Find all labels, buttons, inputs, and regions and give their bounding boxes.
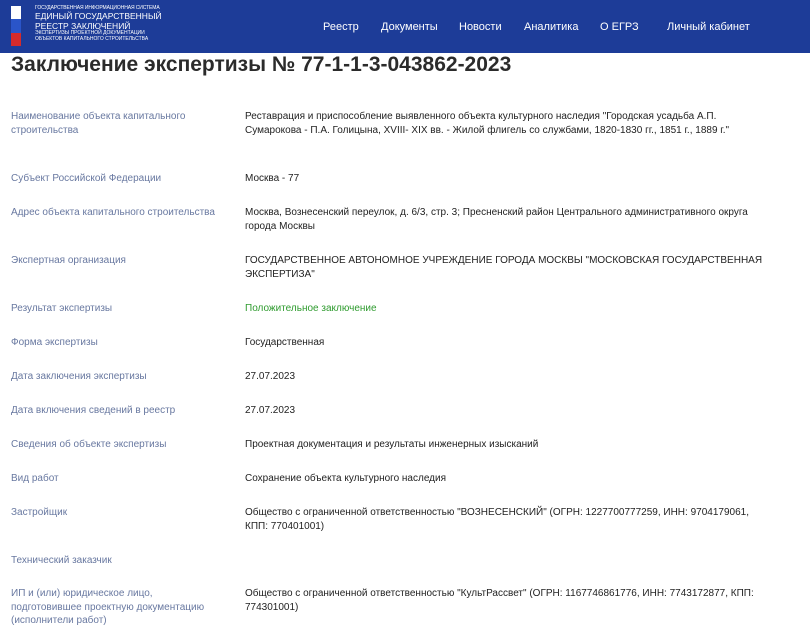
row-label: Дата включения сведений в реестр	[11, 405, 176, 416]
row-value: Реставрация и приспособление выявленного объекта культурного наследия "Городская усадьба А.П. Сумарокова - П.А. Голицына, XVIII- XIX вв. - Жилой флигель со службами, 1820-1830 гг., 1851 г., 1889 г."	[245, 111, 730, 136]
row-value: ГОСУДАРСТВЕННОЕ АВТОНОМНОЕ УЧРЕЖДЕНИЕ ГОРОДА МОСКВЫ "МОСКОВСКАЯ ГОСУДАРСТВЕННАЯ ЭКСПЕРТИЗА"	[245, 255, 763, 280]
row-value: 27.07.2023	[245, 371, 296, 382]
nav-item-documents[interactable]: Документы	[381, 21, 438, 33]
row-value: Проектная документация и результаты инженерных изысканий	[245, 439, 539, 450]
logo-line-4: ЭКСПЕРТИЗЫ ПРОЕКТНОЙ ДОКУМЕНТАЦИИ	[35, 30, 145, 36]
row-label: Застройщик	[11, 507, 68, 518]
row-value: Общество с ограниченной ответственностью "КультРассвет" (ОГРН: 1167746861776, ИНН: 7743172877, КПП: 774301001)	[245, 588, 754, 613]
page-title: Заключение экспертизы № 77-1-1-3-043862-2023	[11, 53, 512, 76]
row-label: Вид работ	[11, 473, 59, 484]
row-label: Сведения об объекте экспертизы	[11, 439, 167, 450]
logo-line-5: ОБЪЕКТОВ КАПИТАЛЬНОГО СТРОИТЕЛЬСТВА	[35, 36, 149, 42]
nav-item-about[interactable]: О ЕГРЗ	[600, 21, 639, 33]
logo-line-2: ЕДИНЫЙ ГОСУДАРСТВЕННЫЙ	[35, 11, 162, 21]
row-value: Москва, Вознесенский переулок, д. 6/3, стр. 3; Пресненский район Центрального административного округа города Москвы	[245, 207, 748, 232]
main-nav	[0, 0, 810, 53]
nav-item-account[interactable]: Личный кабинет	[667, 21, 750, 33]
row-label: ИП и (или) юридическое лицо, подготовившее проектную документацию (исполнители работ)	[11, 588, 205, 626]
row-label: Субъект Российской Федерации	[11, 173, 162, 184]
row-value: Государственная	[245, 337, 325, 348]
logo-line-3: РЕЕСТР ЗАКЛЮЧЕНИЙ	[35, 20, 131, 31]
result-status: Положительное заключение	[245, 303, 377, 314]
row-label: Результат экспертизы	[11, 303, 113, 314]
row-value: Сохранение объекта культурного наследия	[245, 473, 447, 484]
row-label: Наименование объекта капитального строительства	[11, 111, 186, 136]
row-label: Технический заказчик	[11, 555, 112, 566]
nav-item-registry[interactable]: Реестр	[323, 21, 359, 33]
row-value: Москва - 77	[245, 173, 300, 184]
row-value: Общество с ограниченной ответственностью "ВОЗНЕСЕНСКИЙ" (ОГРН: 1227700777259, ИНН: 9704179061, КПП: 770401001)	[245, 507, 749, 532]
row-label: Экспертная организация	[11, 255, 126, 266]
row-label: Форма экспертизы	[11, 337, 98, 348]
row-label: Дата заключения экспертизы	[11, 371, 147, 382]
nav-item-news[interactable]: Новости	[459, 21, 502, 33]
logo-line-1: ГОСУДАРСТВЕННАЯ ИНФОРМАЦИОННАЯ СИСТЕМА	[35, 5, 160, 11]
row-label: Адрес объекта капитального строительства	[11, 207, 215, 218]
header-bar	[0, 0, 810, 53]
nav-item-analytics[interactable]: Аналитика	[524, 21, 579, 33]
row-value: 27.07.2023	[245, 405, 296, 416]
